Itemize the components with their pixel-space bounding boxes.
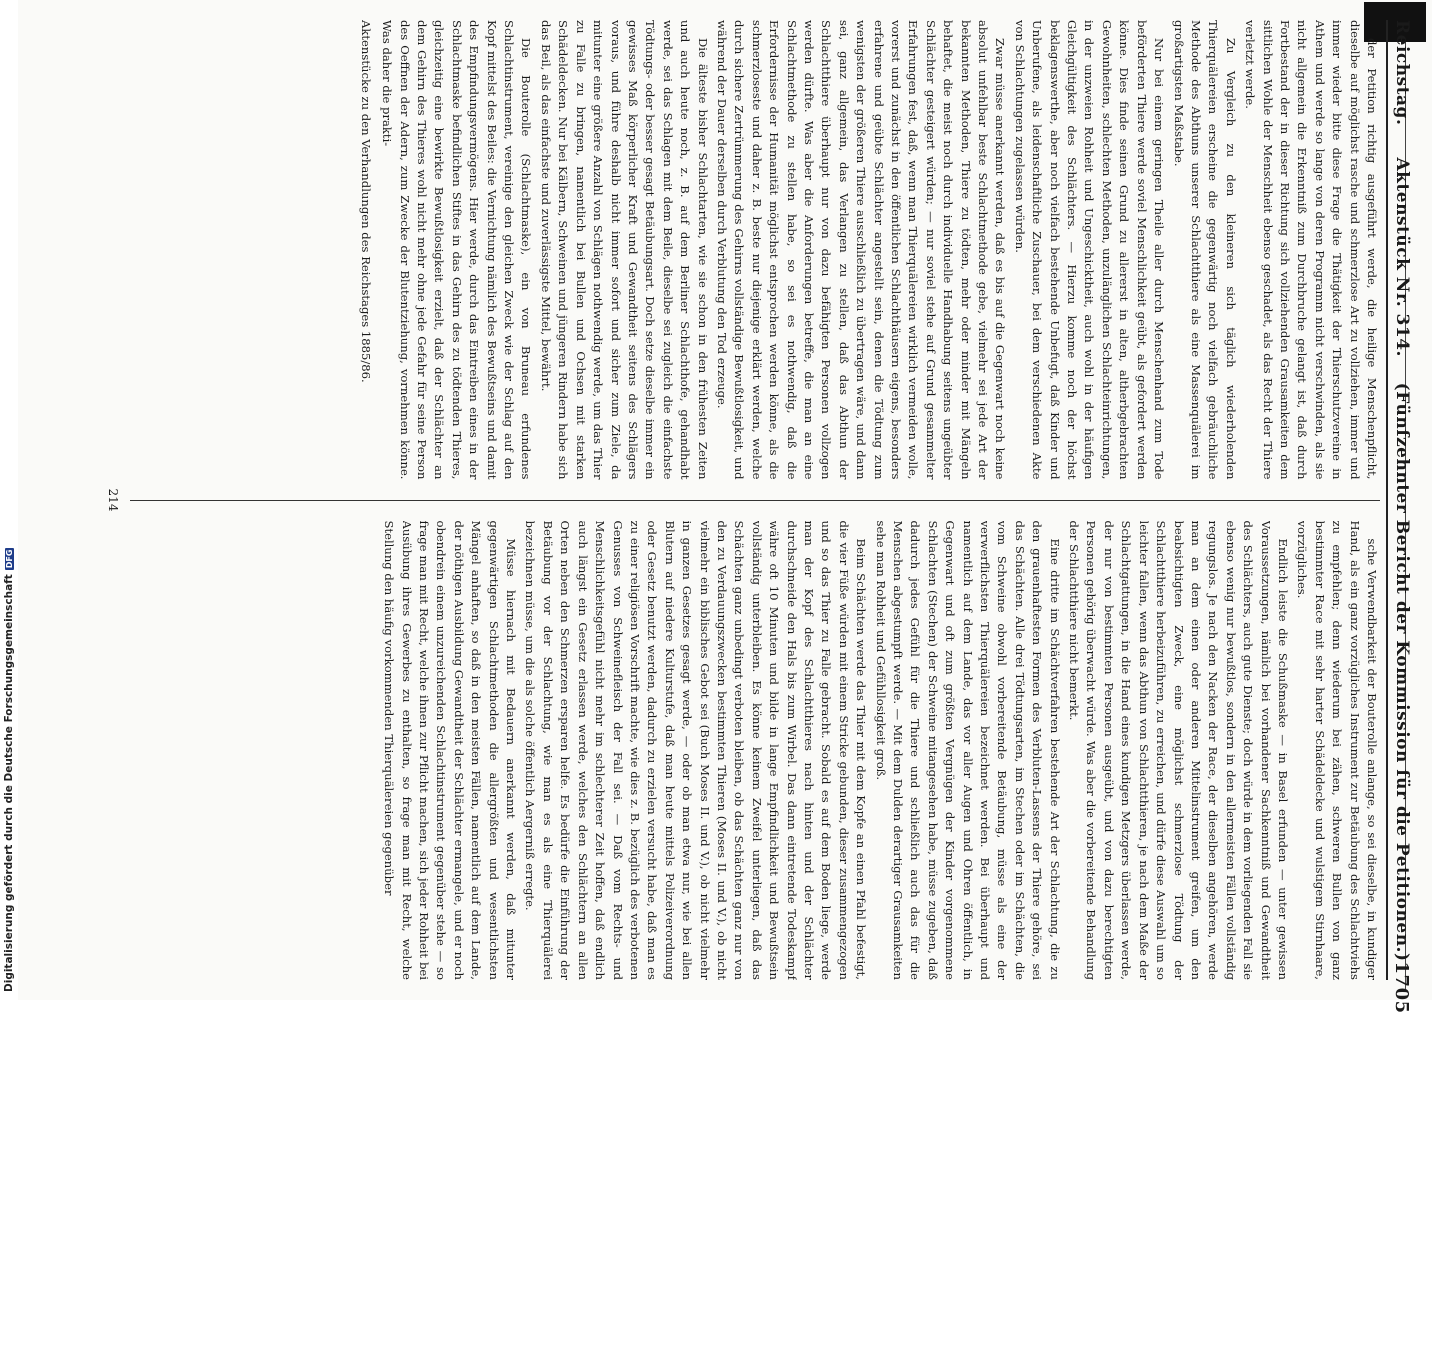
header-text xyxy=(1392,20,1412,962)
paragraph: Die älteste bisher Schlachtarten, wie sie schon in den frühesten Zeiten und auch heute noch, z. B. auf dem Berliner Schlachthofe, gehandhabt werde, sei das Schlagen mit dem Beile, dieselbe sei zugleich die einfachste Tödtungs- oder besser gesagt Betäubungsart. Doch setze dieselbe immer ein gewisses Maß körperlicher Kraft und Gewandtheit seitens des Schlägers voraus, und führe deshalb nicht immer sofort und sicher zum Ziele, da mitunter eine größere Anzahl von Schlägen nothwendig werde, um das Thier zu Falle zu bringen, namentlich bei Bullen und Ochsen mit starken Schädeldecken. Nur bei Kälbern, Schweinen und jüngeren Rindern habe sich das Beil, als das einfachste und zuverlässigste Mittel, bewährt. xyxy=(538,20,710,480)
column-right xyxy=(130,521,1380,981)
text-columns xyxy=(130,20,1380,980)
paragraph: Endlich leiste die Schußmaske — in Basel erfunden — unter gewissen Voraussetzungen, nämlich bei vorhandener Sachkenntniß und Gewandtheit des Schlächters, auch gute Dienste; doch würde in dem vorliegenden Fall sie ebenso wenig nur bewußtlos, sondern in den allermeisten Fällen vollständig regungslos. Je nach den Nacken der Race, der dieselben angehören, werde man an dem einen oder anderen Mittelinstrument greifen, um den beabsichtigten Zweck, eine möglichst schmerzlose Tödtung der Schlachtthiere herbeizuführen, zu erreichen, und dürfe diese Auswahl um so leichter fallen, wenn das Abthun von Schlachtthieren, je nach dem Maße der Schlachtgattungen, in die Hand eines kundigen Metzgers überlassen werde, der nur von bestimmten Personen ausgeübt, und von dazu berechtigten Personen gehörig überwacht würde. Was aber die vorbereitende Behandlung der Schlachtthiere nicht bemerkt. xyxy=(1067,520,1290,980)
page-header xyxy=(1386,20,1416,1014)
paragraph: Beim Schächten werde das Thier mit dem Kopfe an einen Pfahl befestigt, die vier Füße würden mit einem Stricke gebunden, dieser zusammengezogen und so das Thier zu Falle gebracht. Sobald es auf dem Boden liege, werde man der Kopf des Schlachtthieres nach hinten und der Schlächter durchschneide den Hals bis zum Wirbel. Das dann eintretende Todeskampf währe oft 10 Minuten und bilde in lange Empfindlichkeit und Bewußtsein vollständig unterbleiben. Es könne keinem Zweifel unterliegen, daß das Schächten ganz unbedingt verboten bleiben, ob das Schächten ganz nur von den zu Verdauungszwecken bestimmten Thieren (Moses II. und V.), ob nicht vielmehr ein biblisches Gebot sei (Buch Moses II. und V.), ob nicht vielmehr in ganzen Gesetzes gesagt werde, — oder ob man etwa nur, wie bei allen Blutern auf niedere Kulturstufe, daß man heute mittels Polizeiverordnung oder Gesetz benutzt werden, dadurch zu erzielen versucht habe, daß man es zu einer religiösen Vorschrift machte, wie dies z. B. bezüglich des verbotenen Genusses von Schweinefleisch der Fall sei. — Daß vom Rechts- und Menschlichkeitsgefühl nicht mehr im schlechterer Zeit hoffen, daß endlich auch längst ein Gesetz erlassen werde, welches den Schlächtern an allen Orten neben den Schmerzen ersparen helfe. Es bedürfe die Einführung der Betäubung vor der Schlachtung, wie man es als eine Thierquälerei bezeichnen müsse, um die als solche öffentlich Aergerniß erregte. xyxy=(523,520,869,980)
paragraph: Zu Vergleich zu den kleineren sich täglich wiederholenden Thierquälereien erscheine die gegenwärtig noch vielfach gebräuchliche Methode des Abthuns unserer Schlachtthiere als eine Massenquälerei im großartigsten Maßstabe. xyxy=(1171,20,1238,480)
paragraph: Müsse hiernach mit Bedauern anerkannt werden, daß mitunter gegenwärtigen Schlachtmethoden die allergrößten und wesentlichsten Mängel anhaften, so daß in den meisten Fällen, namentlich auf dem Lande, der nöthigen Ausbildung Gewandtheit der Schlächter ermangele, und er noch obendrein einem unzureichenden Schlachtinstrument gegenüber stehe — so frage man mit Recht, welche ihnen zur Pflicht machen, sich jeder Rohheit bei Ausübung ihres Gewerbes zu enthalten, so frage man mit Recht, welche Stellung den häufig vorkommenden Thierquälereien gegenüber xyxy=(382,520,519,980)
paragraph: Zwar müsse anerkannt werden, daß es bis auf die Gegenwart noch keine absolut unfehlbar beste Schlachtmethode gebe, vielmehr sei jede Art der bekannten Methoden, Thiere zu tödten, mehr oder minder mit Mängeln behaftet, die meist noch durch individuelle Handhabung seitens ungeübter Schlächter gesteigert würden; — nur soviel stehe auf Grund gesammelter Erfahrungen fest, daß, wenn man Thierquälereien wirklich vermeiden wolle, vorerst und zunächst in den öffentlichen Schlachthäusern eigens, besonders erfahrene und geübte Schlächter angestellt sein, denen die Tödtung zum wenigsten der größeren Thiere ausschließlich zu übertragen wäre, und dann sei, ganz allgemein, das Verlangen zu stellen, daß das Abthun der Schlachtthiere überhaupt nur von dazu befähigten Personen vollzogen werden dürfte. Was aber die Anforderungen betreffe, die man an eine Schlachtmethode zu stellen habe, so sei es nothwendig, daß die Erfordernisse der Humanität möglichst entsprochen werden könne, als die schmerzloseste und daher z. B. beste nur diejenige erklärt werden, welche durch sichere Zertrümmerung des Gehirns vollständige Bewußtlosigkeit, und während der Dauer derselben durch Verblutung den Tod erzeuge. xyxy=(714,20,1008,480)
paragraph: sche Verwendbarkeit der Bouterolle anlange, so sei dieselbe, in kundiger Hand, als ein ganz vorzügliches Instrument zur Betäubung des Schlachtviehs zu empfehlen; denn wiederum bei zähen, schweren Bullen von ganz bestimmter Race mit sehr harter Schädeldecke und wulstigem Stirnhaare, vorzügliches. xyxy=(1295,520,1379,980)
header-subtitle: (Fünfzehnter Bericht der Kommission für die Petitionen.) xyxy=(1392,382,1412,962)
paragraph: Eine dritte im Schächtverfahren bestehende Art der Schlachtung, die zu den grauenhaftesten Formen des Verbluten-Lassens der Thiere gehöre, sei das Schächten. Alle drei Tödtungsarten, im Stechen oder im Schächten, die vom Schweine obwohl vorbereitende Betäubung, müsse als eine der verwerflichsten Thierquälereien bezeichnet werden. Bei überhaupt und namentlich auf dem Lande, das vor aller Augen und Ohren öffentlich, in Gegenwart und oft zum größten Vergnügen der Kinder vorgenommene Schlachten (Stechen) der Schweine mitangesehen habe, müsse zugeben, daß dadurch jedes Gefühl für die Thiere und schließlich auch das für die Menschen abgestumpft werde. — Mit dem Dulden derartiger Grausamkeiten sehe man Rohheit und Gefühllosigkeit groß. xyxy=(873,520,1062,980)
rotated-page xyxy=(86,20,1413,1350)
column-left xyxy=(130,20,1380,480)
credit-text: Digitalisierung gefördert durch die Deutsche Forschungsgemeinschaft xyxy=(3,574,15,992)
header-section: Reichstag. xyxy=(1392,20,1412,126)
paragraph: Nur bei einem geringen Theile aller durch Menschenhand zum Tode beförderten Thiere werde soviel Menschlichkeit geübt, als gefordert werden könne. Dies finde seinen Grund zu allererst in alten, altherbgebrachten Gewohnheiten, schlechten Methoden, unzulänglichen Schlachteinrichtungen, in der unzweien Rohheit und Ungeschicktheit, auch wohl in der häufigen Gleichgültigkeit des Schlächters. — Hierzu komme noch der höchst beklagenswerthe, aber noch vielfach bestehende Unbefugt, daß Kinder und Unberufene, als leidenschaftliche Zuschauer, bei dem verschiedenen Akte von Schlachtungen zugelassen würden. xyxy=(1012,20,1167,480)
digitization-credit xyxy=(3,548,15,992)
page-content xyxy=(86,20,1416,1014)
source-note: Aktenstücke zu den Verhandlungen des Reichstages 1885/86. xyxy=(358,20,373,383)
paragraph: der Petition richtig ausgeführt werde, die heilige Menschenpflicht, dieselbe auf möglichst rasche und schmerzlose Art zu vollziehen, immer und immer wieder bitte diese Frage die Thätigkeit der Thierschutzvereine in Athem und werde so lange von deren Programm nicht verschwinden, als sie nicht allgemein die Erkenntniß zum Durchbruche gelangt ist, daß durch Fortbestand der in dieser Richtung sich vollziehenden Grausamkeiten dem sittlichen Wohle der Menschheit ebenso geschadet, als das Recht der Thiere verletzt werde. xyxy=(1243,20,1379,480)
header-title: Aktenstück Nr. 314. xyxy=(1392,157,1412,357)
paragraph: Die Bouterolle (Schlachtmaske), ein von Bruneau erfundenes Schlachtinstrument, vereinige den gleichen Zweck wie der Schlag auf den Kopf mittelst des Beiles: die Vernichtung nämlich des Bewußtseins und damit des Empfindungsvermögens. Hier werde, durch das Eintreiben eines in der Schlachtmaske befindlichen Stiftes in das Gehirn des zu tödtenden Thieres, gleichzeitig eine bewirkte Bewußtlosigkeit erzielt, daß der Schlächter an dem Gehirn des Thieres wohl nicht mehr ohne jede Gefahr für seine Person des Oeffnen der Adern, zum Zwecke der Blutentziehung, vornehmen könne. Was daher die prakti- xyxy=(380,20,534,480)
page-number: 1705 xyxy=(1391,961,1413,1014)
column-divider xyxy=(130,500,1380,501)
page-footer xyxy=(100,20,120,980)
digitization-credit-strip xyxy=(0,0,18,1000)
page-marker: 214 xyxy=(106,488,120,512)
dfg-logo: DFG xyxy=(5,549,14,569)
